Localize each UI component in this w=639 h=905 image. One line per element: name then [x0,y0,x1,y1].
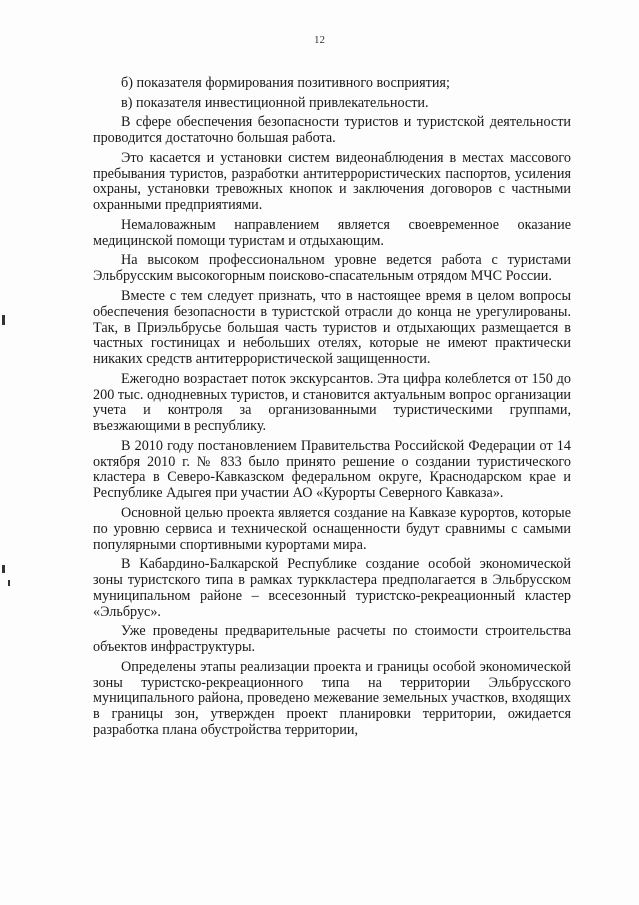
body-text [93,76,571,743]
paragraph: Немаловажным направлением является своевременное оказание медицинской помощи туристам и отдыхающим. [93,216,571,249]
paragraph: Определены этапы реализации проекта и границы особой экономической зоны туристско-рекреационного типа на территории Эльбрусского муниципального района, проведено межевание земельных участков, входящих в границы зон, утвержден проект планировки территории, ожидается разработка плана обустройства территории, [93,658,571,738]
paragraph: На высоком профессиональном уровне ведется работа с туристами Эльбрусским высокогорным поисково-спасательным отрядом МЧС России. [93,252,571,285]
paragraph: В Кабардино-Балкарской Республике создание особой экономической зоны туристского типа в рамках турккластера предполагается в Эльбрусском муниципальном районе – всесезонный туристско-рекреационный кластер «Эльбрус». [93,556,571,620]
paragraph: б) показателя формирования позитивного восприятия; [121,75,450,91]
page-number: 12 [314,34,325,46]
scan-mark [2,315,5,325]
paragraph: Основной целью проекта является создание на Кавказе курортов, которые по уровню сервиса и технической оснащенности будут сравнимы с самыми популярными спортивными курортами мира. [93,504,571,553]
paragraph: Это касается и установки систем видеонаблюдения в местах массового пребывания туристов, разработки антитеррористических паспортов, усиления охраны, установки тревожных кнопок и заключения договоров с частными охранными предприятиями. [93,149,571,214]
paragraph: Вместе с тем следует признать, что в настоящее время в целом вопросы обеспечения безопасности в туристской отрасли до конца не урегулированы. Так, в Приэльбрусье большая часть туристов и отдыхающих размещается в частных гостиницах и небольших отелях, которые не имеют практически никаких средств антитеррористической защищенности. [93,287,571,368]
paragraph: в) показателя инвестиционной привлекательности. [121,94,429,111]
paragraph: Уже проведены предварительные расчеты по стоимости строительства объектов инфраструктуры. [93,623,571,656]
paragraph: В 2010 году постановлением Правительства Российской Федерации от 14 октября 2010 г. № 833 было принято решение о создании туристического кластера в Северо-Кавказском федеральном округе, Краснодарском крае и Республике Адыгея при участии АО «Курорты Северного Кавказа». [93,437,571,502]
scan-mark [8,580,10,586]
paragraph: В сфере обеспечения безопасности туристов и туристской деятельности проводится достаточно большая работа. [93,114,571,147]
paragraph: Ежегодно возрастает поток экскурсантов. Эта цифра колеблется от 150 до 200 тыс. однодневных туристов, и становится актуальным вопрос организации учета и контроля за организованными туристическими группами, въезжающими в республику. [93,370,571,435]
scan-mark [2,565,5,573]
